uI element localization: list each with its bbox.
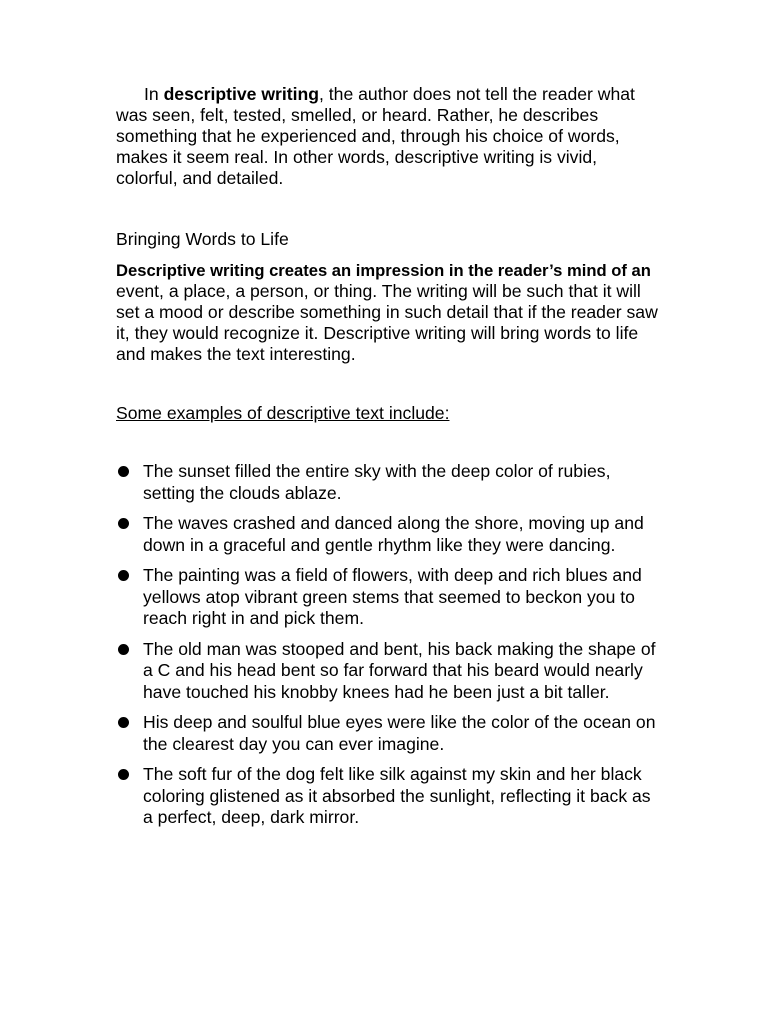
section-body-text: event, a place, a person, or thing. The writing will be such that it will set a mood or describe something in such detail that if the reader saw it, they would recognize it. Descriptive writing will bring words to life and makes the text interesting. — [116, 281, 658, 364]
intro-paragraph — [116, 84, 661, 189]
list-item-text: The painting was a field of flowers, with deep and rich blues and yellows atop vibrant green stems that seemed to beckon you to reach right in and pick them. — [143, 565, 642, 628]
intro-bold-term: descriptive writing — [163, 84, 320, 104]
list-item — [116, 513, 661, 556]
section-heading: Bringing Words to Life — [116, 229, 289, 249]
intro-prefix: In — [144, 84, 164, 104]
bullet-icon — [118, 570, 129, 581]
examples-list — [116, 461, 661, 829]
list-item — [116, 565, 661, 630]
bullet-icon — [118, 717, 129, 728]
list-item — [116, 764, 661, 829]
examples-heading: Some examples of descriptive text include: — [116, 403, 450, 423]
document-page — [116, 84, 661, 838]
list-item-text: The sunset filled the entire sky with the deep color of rubies, setting the clouds ablaze. — [143, 461, 611, 503]
list-item-text: The waves crashed and danced along the shore, moving up and down in a graceful and gentle rhythm like they were dancing. — [143, 513, 644, 555]
bullet-icon — [118, 466, 129, 477]
bullet-icon — [118, 769, 129, 780]
intro-text: , the author does not tell the reader what was seen, felt, tested, smelled, or heard. Rather, he describes something that he experienced and, through his choice of words, makes it seem real. In other words, descriptive writing is vivid, colorful, and detailed. — [116, 84, 635, 188]
list-item — [116, 712, 661, 755]
list-item — [116, 639, 661, 704]
section-paragraph — [116, 260, 661, 365]
bullet-icon — [118, 518, 129, 529]
bullet-icon — [118, 644, 129, 655]
list-item-text: The soft fur of the dog felt like silk against my skin and her black coloring glistened as it absorbed the sunlight, reflecting it back as a perfect, deep, dark mirror. — [143, 764, 651, 827]
list-item — [116, 461, 661, 504]
section-lead-text: Descriptive writing creates an impression in the reader’s mind of an — [116, 261, 651, 280]
list-item-text: The old man was stooped and bent, his back making the shape of a C and his head bent so far forward that his beard would nearly have touched his knobby knees had he been just a bit taller. — [143, 638, 656, 702]
list-item-text: His deep and soulful blue eyes were like the color of the ocean on the clearest day you can ever imagine. — [143, 712, 656, 754]
